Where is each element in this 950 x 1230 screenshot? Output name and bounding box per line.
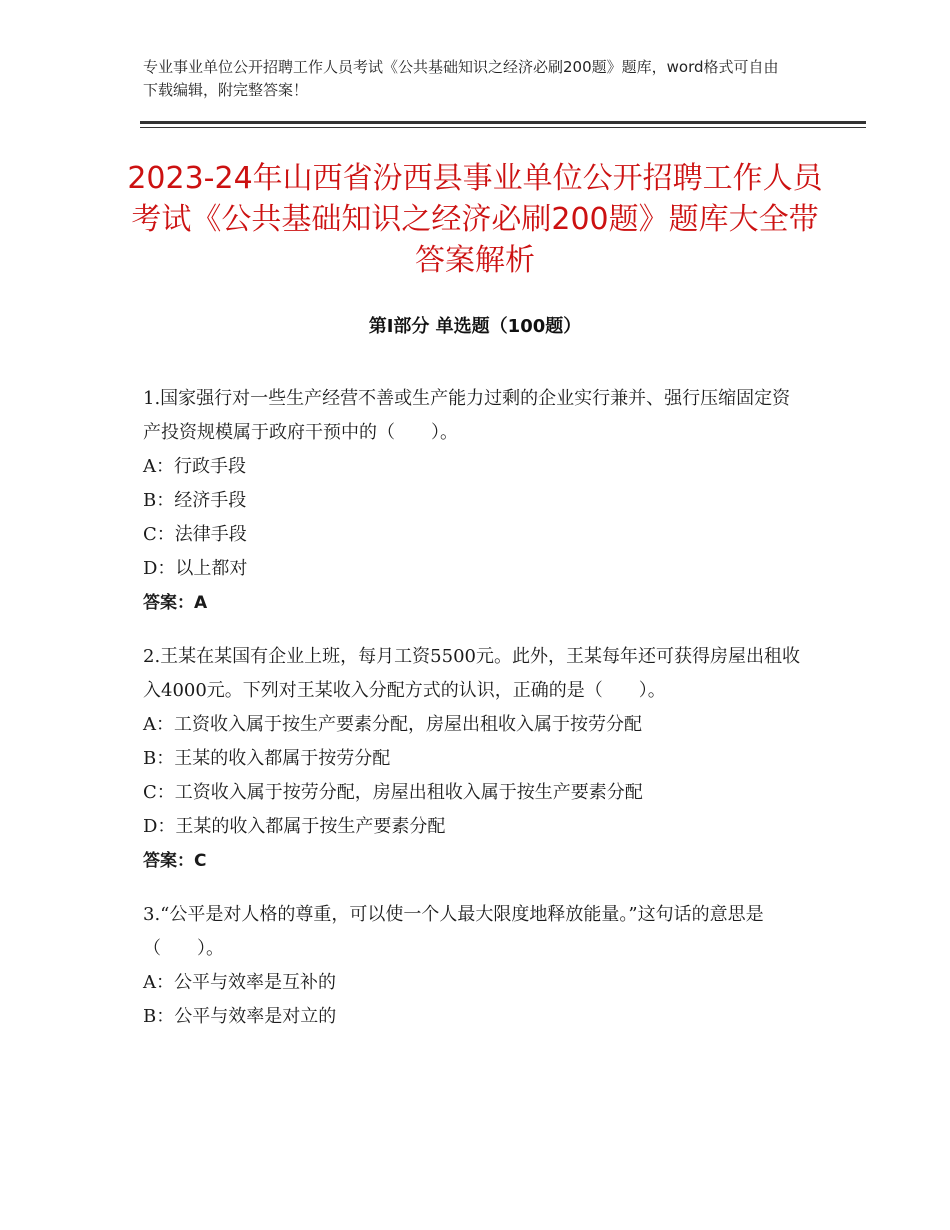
question-option: D：王某的收入都属于按生产要素分配	[143, 816, 446, 837]
question-option: A：行政手段	[143, 456, 246, 477]
question-option: A：公平与效率是互补的	[143, 972, 336, 993]
question-option: A：工资收入属于按生产要素分配，房屋出租收入属于按劳分配	[143, 714, 642, 735]
question-stem: 3.“公平是对人格的尊重，可以使一个人最大限度地释放能量。”这句话的意思是（ ）。	[143, 904, 764, 959]
header-divider-thin	[140, 127, 866, 128]
header-note: 专业事业单位公开招聘工作人员考试《公共基础知识之经济必刷200题》题库，word格式可自由下载编辑，附完整答案！	[143, 58, 779, 99]
question-answer: 答案：C	[143, 851, 207, 871]
question-option: B：王某的收入都属于按劳分配	[143, 748, 391, 769]
question-option: B：经济手段	[143, 490, 247, 511]
question-stem: 2.王某在某国有企业上班，每月工资5500元。此外，王某每年还可获得房屋出租收入4000元。下列对王某收入分配方式的认识，正确的是（ ）。	[143, 646, 800, 701]
question-stem: 1.国家强行对一些生产经营不善或生产能力过剩的企业实行兼并、强行压缩固定资产投资规模属于政府干预中的（ ）。	[143, 388, 791, 443]
question-block	[143, 640, 805, 878]
question-option: B：公平与效率是对立的	[143, 1006, 337, 1027]
question-list	[143, 382, 805, 1054]
question-option: C：法律手段	[143, 524, 247, 545]
question-block	[143, 898, 805, 1034]
question-option: D：以上都对	[143, 558, 248, 579]
section-title: 第Ⅰ部分 单选题（100题）	[368, 316, 582, 337]
document-title: 2023-24年山西省汾西县事业单位公开招聘工作人员考试《公共基础知识之经济必刷200题》题库大全带答案解析	[127, 161, 823, 278]
header-divider-thick	[140, 121, 866, 124]
question-option: C：工资收入属于按劳分配，房屋出租收入属于按生产要素分配	[143, 782, 643, 803]
question-block	[143, 382, 805, 620]
question-answer: 答案：A	[143, 593, 208, 613]
